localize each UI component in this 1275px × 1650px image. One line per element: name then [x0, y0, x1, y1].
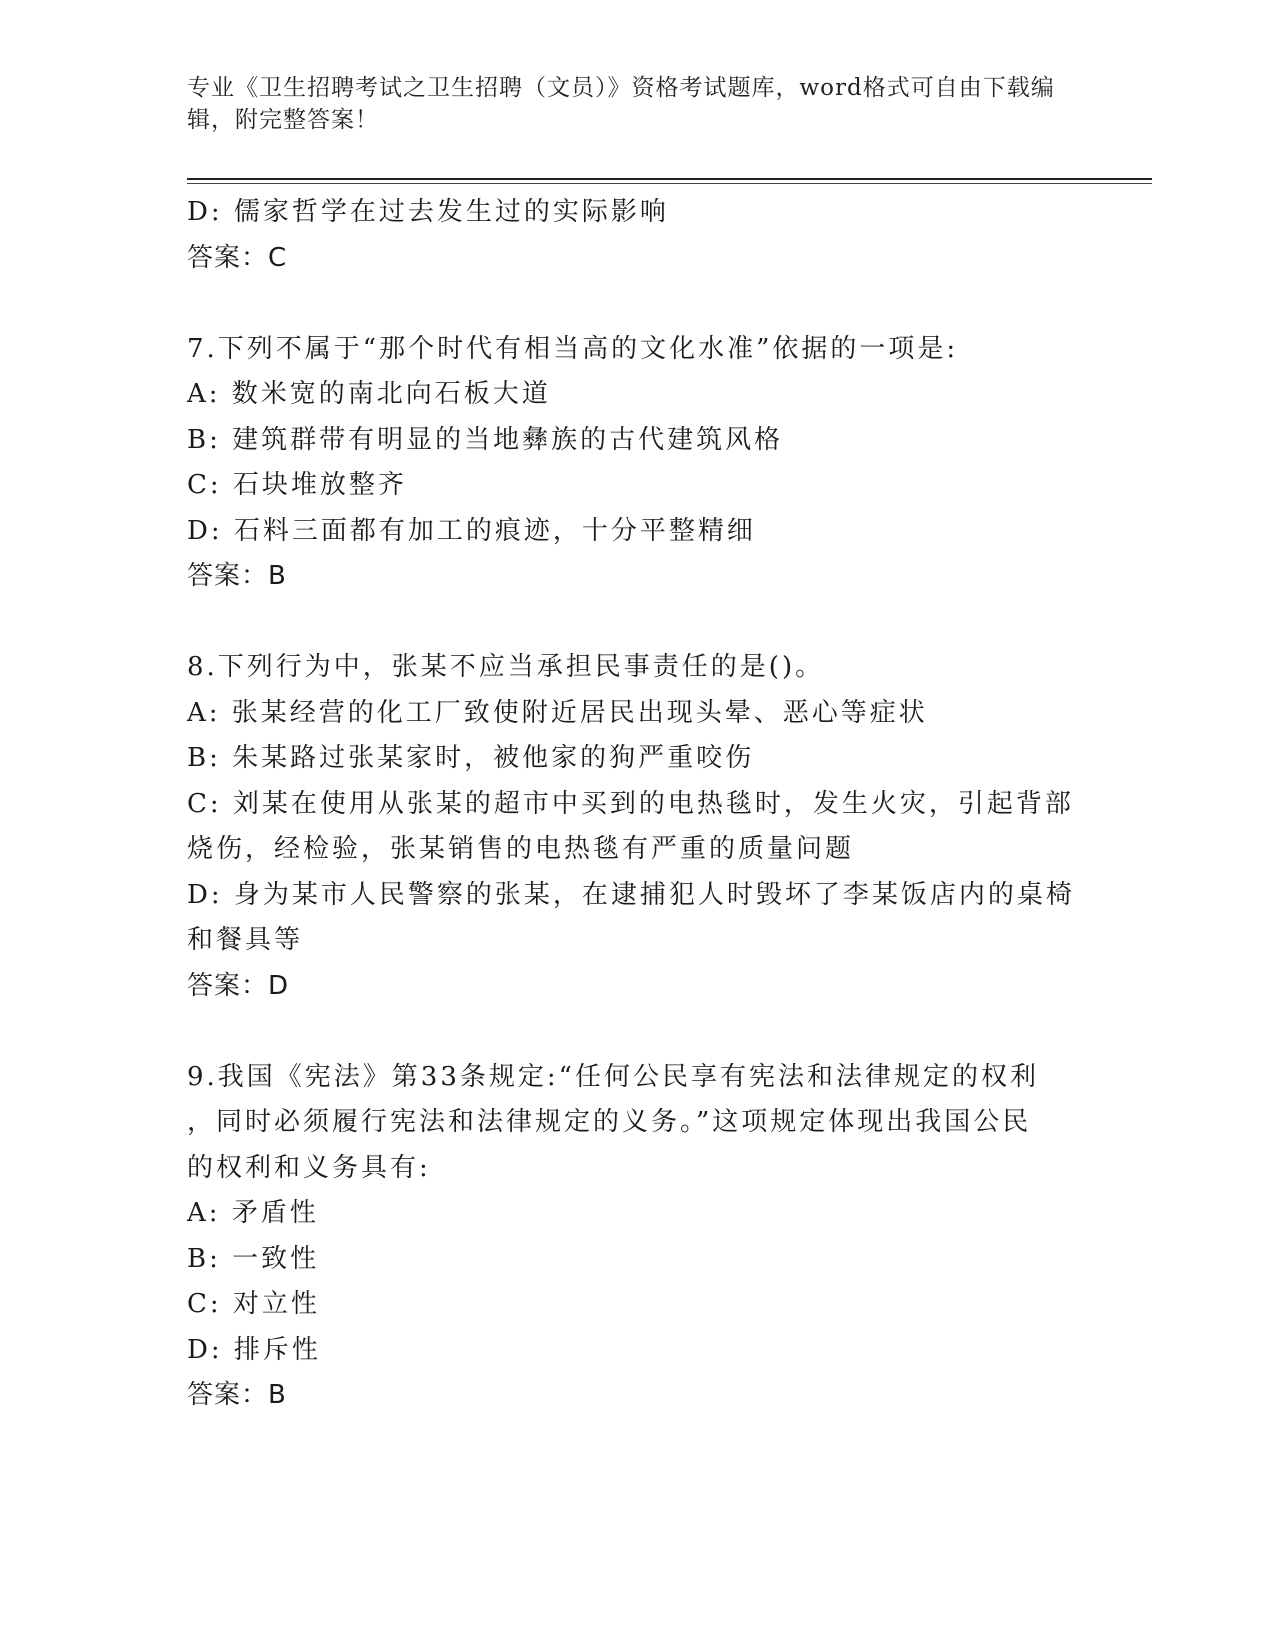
option-d: D: 儒家哲学在过去发生过的实际影响 — [187, 197, 669, 227]
option-b: B: 建筑群带有明显的当地彝族的古代建筑风格 — [187, 424, 784, 455]
answer-line: 答案：B — [187, 1380, 287, 1410]
question-block-7 — [187, 327, 1087, 600]
option-a: A: 矛盾性 — [187, 1198, 319, 1228]
option-a: A: 张某经营的化工厂致使附近居民出现头晕、恶心等症状 — [187, 697, 928, 728]
answer-line: 答案：C — [187, 242, 288, 273]
spacer — [187, 1009, 1087, 1055]
question-list — [187, 190, 1087, 1419]
option-c-continued: 烧伤，经检验，张某销售的电热毯有严重的质量问题 — [187, 834, 855, 864]
question-stem-continued: ，同时必须履行宪法和法律规定的义务。”这项规定体现出我国公民 — [187, 1107, 1032, 1137]
header-rule-thick — [187, 178, 1152, 180]
question-block-9 — [187, 1055, 1087, 1419]
option-b: B: 朱某路过张某家时，被他家的狗严重咬伤 — [187, 743, 755, 773]
answer-line: 答案：D — [187, 970, 290, 1001]
option-a: A: 数米宽的南北向石板大道 — [187, 379, 551, 409]
option-d: D: 排斥性 — [187, 1334, 321, 1365]
option-d: D: 身为某市人民警察的张某，在逮捕犯人时毁坏了李某饭店内的桌椅 — [187, 879, 1075, 910]
question-stem: 8.下列行为中，张某不应当承担民事责任的是()。 — [187, 652, 825, 682]
question-stem-continued: 的权利和义务具有: — [187, 1152, 431, 1183]
option-d-continued: 和餐具等 — [187, 925, 304, 955]
spacer — [187, 281, 1087, 327]
question-block-6 — [187, 190, 1087, 281]
document-header: 专业《卫生招聘考试之卫生招聘（文员）》资格考试题库，word格式可自由下载编辑，附完整答案！ — [187, 75, 1055, 133]
spacer — [187, 600, 1087, 646]
option-b: B: 一致性 — [187, 1243, 320, 1274]
option-d: D: 石料三面都有加工的痕迹，十分平整精细 — [187, 515, 756, 546]
header-rule-thin — [187, 183, 1152, 184]
question-stem: 9.我国《宪法》第33条规定:“任何公民享有宪法和法律规定的权利 — [187, 1061, 1039, 1092]
question-stem: 7.下列不属于“那个时代有相当高的文化水准”依据的一项是: — [187, 333, 959, 364]
option-c: C: 石块堆放整齐 — [187, 470, 407, 500]
option-c: C: 对立性 — [187, 1289, 320, 1319]
answer-line: 答案：B — [187, 561, 287, 591]
option-c: C: 刘某在使用从张某的超市中买到的电热毯时，发生火灾，引起背部 — [187, 788, 1074, 819]
question-block-8 — [187, 645, 1087, 1009]
